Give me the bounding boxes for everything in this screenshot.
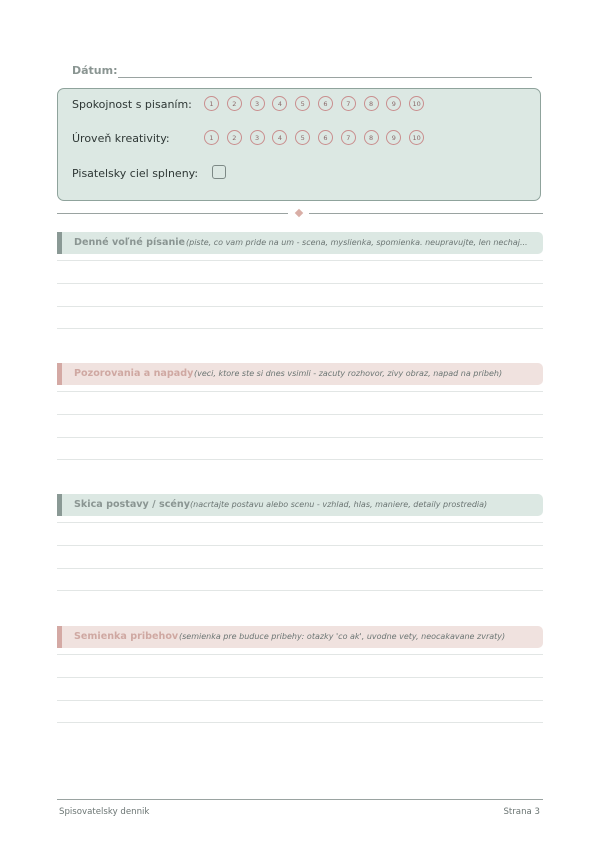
rating-circle[interactable]: 3	[250, 130, 265, 145]
writing-line[interactable]	[57, 283, 543, 284]
rating-circle[interactable]: 4	[272, 130, 287, 145]
section-freewriting	[57, 232, 543, 254]
section-accent-bar	[57, 232, 62, 254]
goal-label: Pisatelsky ciel splneny:	[72, 167, 199, 180]
rating-circle[interactable]: 8	[364, 130, 379, 145]
date-label: Dátum:	[72, 64, 118, 77]
section-title: Semienka pribehov	[74, 631, 179, 642]
section-character-sketch	[57, 494, 543, 516]
section-title: Skica postavy / scény	[74, 499, 190, 510]
section-observations	[57, 363, 543, 385]
divider-line-right	[309, 213, 543, 214]
diamond-icon	[295, 209, 303, 217]
rating-circle[interactable]: 10	[409, 130, 424, 145]
footer-rule	[57, 799, 543, 800]
rating-circle[interactable]: 5	[295, 130, 310, 145]
rating-circle[interactable]: 9	[386, 130, 401, 145]
writing-line[interactable]	[57, 590, 543, 591]
section-accent-bar	[57, 363, 62, 385]
section-header	[57, 363, 543, 385]
rating-circle[interactable]: 2	[227, 96, 242, 111]
section-title: Denné voľné písanie	[74, 237, 186, 248]
writing-line[interactable]	[57, 568, 543, 569]
creativity-scale	[204, 130, 432, 145]
writing-line[interactable]	[57, 437, 543, 438]
section-story-seeds	[57, 626, 543, 648]
section-hint: (nacrtajte postavu alebo scenu - vzhlad, hlas, maniere, detaily prostredia)	[190, 500, 488, 509]
section-header	[57, 232, 543, 254]
satisfaction-row	[72, 95, 532, 115]
satisfaction-scale	[204, 96, 432, 111]
goal-row	[72, 164, 532, 184]
date-row	[72, 62, 532, 80]
goal-checkbox[interactable]	[212, 165, 226, 179]
rating-circle[interactable]: 6	[318, 130, 333, 145]
rating-circle[interactable]: 1	[204, 130, 219, 145]
writing-line[interactable]	[57, 654, 543, 655]
rating-circle[interactable]: 1	[204, 96, 219, 111]
section-header	[57, 494, 543, 516]
creativity-label: Úroveň kreativity:	[72, 132, 170, 145]
section-hint: (veci, ktore ste si dnes vsimli - zacuty rozhovor, zivy obraz, napad na pribeh)	[194, 369, 503, 378]
rating-circle[interactable]: 4	[272, 96, 287, 111]
rating-circle[interactable]: 5	[295, 96, 310, 111]
footer-journal-name: Spisovatelsky dennik	[59, 807, 150, 817]
writing-line[interactable]	[57, 391, 543, 392]
rating-circle[interactable]: 9	[386, 96, 401, 111]
section-header	[57, 626, 543, 648]
rating-circle[interactable]: 7	[341, 96, 356, 111]
rating-circle[interactable]: 10	[409, 96, 424, 111]
section-accent-bar	[57, 626, 62, 648]
section-accent-bar	[57, 494, 62, 516]
date-input-line[interactable]	[118, 77, 532, 78]
rating-circle[interactable]: 2	[227, 130, 242, 145]
writing-line[interactable]	[57, 522, 543, 523]
writing-line[interactable]	[57, 722, 543, 723]
section-hint: (piste, co vam pride na um - scena, myslienka, spomienka. neupravujte, len nechaj...	[186, 238, 528, 247]
writing-line[interactable]	[57, 328, 543, 329]
creativity-row	[72, 129, 532, 149]
satisfaction-label: Spokojnost s pisaním:	[72, 98, 192, 111]
writing-line[interactable]	[57, 545, 543, 546]
section-title: Pozorovania a napady	[74, 368, 194, 379]
writing-line[interactable]	[57, 260, 543, 261]
ornament-divider	[57, 213, 543, 215]
rating-circle[interactable]: 7	[341, 130, 356, 145]
writing-line[interactable]	[57, 700, 543, 701]
rating-circle[interactable]: 3	[250, 96, 265, 111]
rating-circle[interactable]: 8	[364, 96, 379, 111]
rating-box	[57, 88, 541, 201]
writing-line[interactable]	[57, 677, 543, 678]
writing-line[interactable]	[57, 459, 543, 460]
section-hint: (semienka pre buduce pribehy: otazky 'co ak', uvodne vety, neocakavane zvraty)	[179, 632, 506, 641]
writing-line[interactable]	[57, 414, 543, 415]
writing-line[interactable]	[57, 306, 543, 307]
footer-page-number: Strana 3	[503, 807, 540, 817]
divider-line-left	[57, 213, 288, 214]
rating-circle[interactable]: 6	[318, 96, 333, 111]
